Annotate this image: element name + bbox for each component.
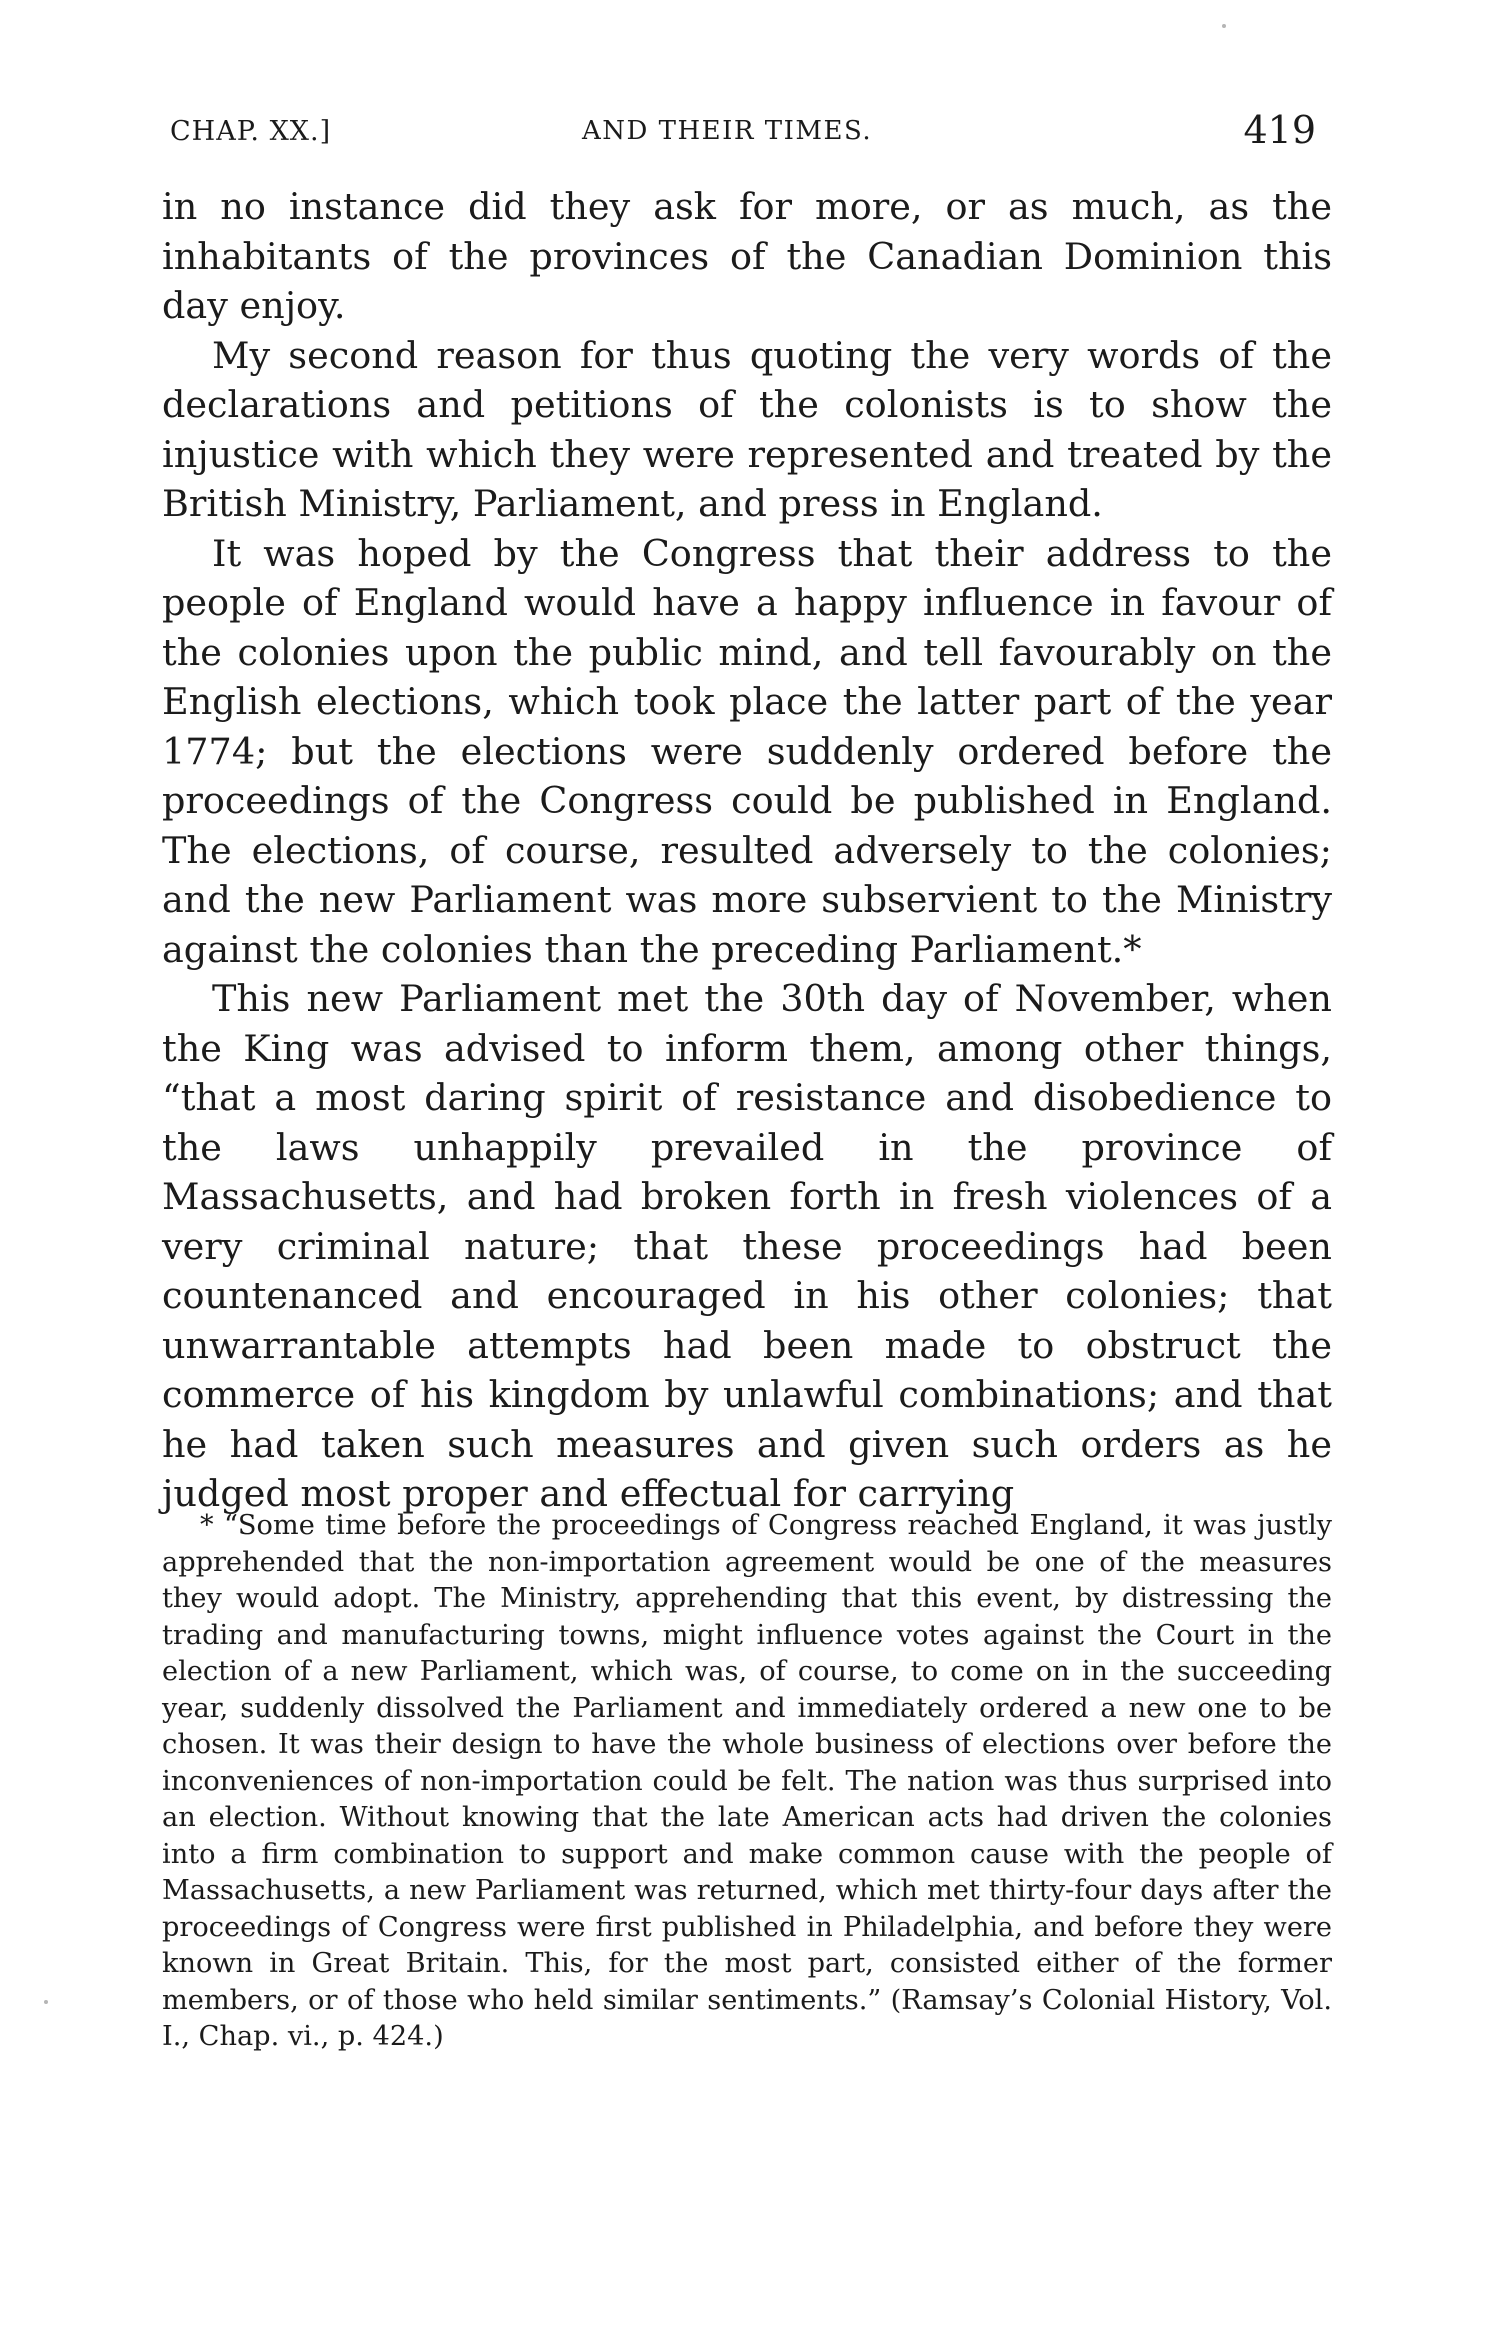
- scan-speck: [44, 2000, 48, 2004]
- running-title: AND THEIR TIMES.: [582, 116, 873, 146]
- main-text: [162, 182, 1332, 1519]
- paragraph: It was hoped by the Congress that their address to the people of England would have a happy influence in favour of the colonies upon the public mind, and tell favourably on the English elections, which took place the latter part of the year 1774; but the elections were suddenly ordered before the proceedings of the Congress could be published in England. The elections, of course, resulted adversely to the colonies; and the new Parliament was more subservient to the Ministry against the colonies than the preceding Parliament.*: [162, 531, 1332, 971]
- scan-speck: [1222, 24, 1226, 28]
- paragraph: My second reason for thus quoting the very words of the declarations and petitions of the colonists is to show the injustice with which they were represented and treated by the British Ministry, Parliament, and press in England.: [162, 333, 1332, 525]
- page-header: [170, 108, 1320, 156]
- paragraph: in no instance did they ask for more, or as much, as the inhabitants of the provinces of the Canadian Dominion this day enjoy.: [162, 185, 1332, 327]
- footnote-text: * “Some time before the proceedings of Congress reached England, it was justly apprehended that the non-importation agreement would be one of the measures they would adopt. The Ministry, apprehending that this event, by distressing the trading and manufacturing towns, might influence votes against the Court in the election of a new Parliament, which was, of course, to come on in the succeeding year, suddenly dissolved the Parliament and immediately ordered a new one to be chosen. It was their design to have the whole business of elections over before the inconveniences of non-importation could be felt. The nation was thus surprised into an election. Without knowing that the late American acts had driven the colonies into a firm combination to support and make common cause with the people of Massachusetts, a new Parliament was returned, which met thirty-four days after the proceedings of Congress were first published in Philadelphia, and before they were known in Great Britain. This, for the most part, consisted either of the former members, or of those who held similar sentiments.” (Ramsay’s Colonial History, Vol. I., Chap. vi., p. 424.): [162, 1510, 1332, 2052]
- paragraph: This new Parliament met the 30th day of November, when the King was advised to inform them, among other things, “that a most daring spirit of resistance and disobedience to the laws unhappily prevailed in the province of Massachusetts, and had broken forth in fresh violences of a very criminal nature; that these proceedings had been countenanced and encouraged in his other colonies; that unwarrantable attempts had been made to obstruct the commerce of his kingdom by unlawful combinations; and that he had taken such measures and given such orders as he judged most proper and effectual for carrying: [162, 977, 1332, 1515]
- chapter-label: CHAP. XX.]: [170, 116, 332, 147]
- page-number: 419: [1243, 108, 1316, 152]
- footnote: [162, 1508, 1332, 2056]
